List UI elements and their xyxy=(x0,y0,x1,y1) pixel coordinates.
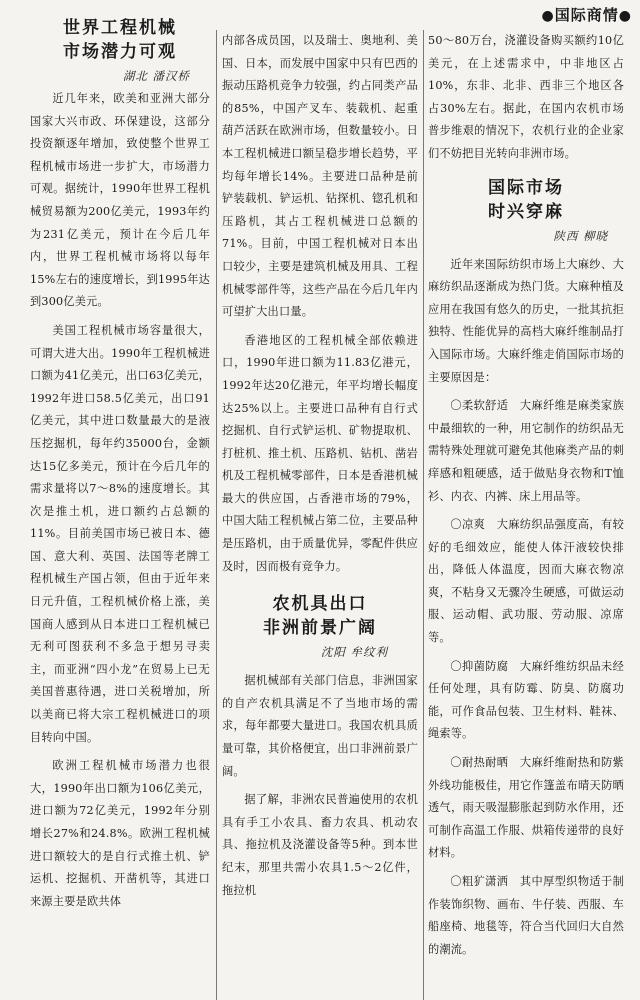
article-3-title-line1: 国际市场 xyxy=(488,177,564,198)
column-divider xyxy=(423,30,424,1000)
column-2 xyxy=(222,30,418,996)
column-3 xyxy=(428,30,624,996)
article-1-paragraph: 欧洲工程机械市场潜力也很大，1990年出口额为106亿美元，进口额为72亿美元，1992年分别增长27%和24.8%。欧洲工程机械进口额较大的是自行式推土机、铲运机、挖掘机、开凿机等，其进口来源主要是欧共体 xyxy=(30,759,210,908)
article-2-title-line2: 非洲前景广阔 xyxy=(263,618,377,639)
article-1-title-line1: 世界工程机械 xyxy=(63,18,177,38)
article-1-paragraph: 美国工程机械市场容量很大，可谓大进大出。1990年工程机械进口额为41亿美元，出口63亿美元，1992年进口58.5亿美元，出口91亿美元，其中进口数量最大的是液压挖掘机，每年约35000台，金额达15亿多美元，预计在今后几年的需求量将以7～8%的速度增长。其次是推土机，进口额约占总额的11%。目前美国市场已被日本、德国、意大利、英国、法国等老牌工程机械生产国占领，但由于近年来日元升值，工程机械价格上涨，美国商人感到从日本进口工程机械已无利可图获利不多急于想另寻卖主，而亚洲“四小龙”在贸易上已无美国普惠待遇，进口关税增加，所以美商已将大宗工程机械进口的项目转向中国。 xyxy=(30,323,210,744)
article-1-body xyxy=(30,88,210,913)
article-3-paragraph: 〇耐热耐晒 大麻纤维耐热和防紫外线功能极佳，用它作篷盖布晴天防晒透气，雨天吸湿膨胀起到防水作用，还可制作高温工作服、烘箱传递带的良好材料。 xyxy=(428,756,624,860)
article-3-paragraph: 〇凉爽 大麻纺织品强度高，有较好的毛细效应，能使人体汗液较快排出，降低人体温度，因而大麻衣物凉爽，不粘身又无骤冷生硬感，可做运动服、运动帽、武功服、劳动服、凉席等。 xyxy=(428,518,624,645)
bullet-dot-icon: ● xyxy=(618,8,632,24)
article-1-paragraph: 近几年来，欧美和亚洲大部分国家大兴市政、环保建设，这部分投资额逐年增加，致使整个世界工程机械市场进一步扩大，市场潜力可观。据统计，1990年世界工程机械贸易额为200亿美元，1993年约为231亿美元，预计在今后几年内，世界工程机械市场将以每年15%左右的速度增长，到1995年达到300亿美元。 xyxy=(30,92,211,309)
article-2-paragraph: 据了解，非洲农民普遍使用的农机具有手工小农具、畜力农具、机动农具、拖拉机及浇灌设备等5种。到本世纪末，那里共需小农具1.5～2亿件，拖拉机 xyxy=(222,793,418,897)
column-divider xyxy=(216,30,217,1000)
article-3-title-line2: 时兴穿麻 xyxy=(488,201,564,222)
article-1-title-block xyxy=(30,16,210,94)
article-3-paragraph: 〇柔软舒适 大麻纤维是麻类家族中最细软的一种，用它制作的纺织品无需特殊处理就可避免其他麻类产品的刺痒感和粗硬感，适于做贴身衣物和T恤衫、内衣、内裤、床上用品等。 xyxy=(428,399,624,503)
article-1-paragraph: 香港地区的工程机械全部依赖进口，1990年进口额为11.83亿港元，1992年达20亿港元，年平均增长幅度达25%以上。主要进口品种有自行式挖掘机、自行式铲运机、矿物提取机、打桩机、推土机、压路机、钻机、凿岩机及工程机械零部件，日本是香港机械最大的供应国，占香港市场的79%，中国大陆工程机械占第二位，主要品种是压路机，由于质量优异，零配件供应及时，因而极有竞争力。 xyxy=(222,333,418,573)
article-2-title-line1: 农机具出口 xyxy=(272,594,368,615)
article-3-author: 陕西 柳晓 xyxy=(553,228,608,243)
article-3-paragraph: 〇抑菌防腐 大麻纤维纺织品未经任何处理，具有防霉、防臭、防腐功能，可作食品包装、卫生材料、鞋袜、绳索等。 xyxy=(428,659,624,741)
article-2-author: 沈阳 牟纹利 xyxy=(320,645,388,660)
section-header-label: 国际商情 xyxy=(554,6,619,24)
article-2-title-block xyxy=(222,592,418,662)
section-header xyxy=(542,4,632,25)
article-3-paragraph: 近年来国际纺织市场上大麻纱、大麻纺织品逐渐成为热门货。大麻种植及应用在我国有悠久的历史，一批其抗拒独特、性能优异的高档大麻纤维制品打入国际市场。大麻纤维走俏国际市场的主要原因是： xyxy=(428,257,624,384)
article-1-title-line2: 市场潜力可观 xyxy=(63,42,177,62)
bullet-dot-icon: ● xyxy=(541,8,555,24)
article-2-continuation: 50～80万台，浇灌设备购买额约10亿美元，在上述需求中，中非地区占10%，东非、北非、西非三个地区各占30%左右。据此，在国内农机市场普步维艰的情况下，农机行业的企业家们不妨把目光转向非洲市场。 xyxy=(428,34,624,160)
article-3-paragraph: 〇粗犷潇洒 其中厚型织物适于制作装饰织物、画布、牛仔装、西服、车船座椅、地毯等，符合当代回归大自然的潮流。 xyxy=(428,875,624,956)
column-1 xyxy=(30,18,211,996)
article-3-title-block xyxy=(428,176,624,246)
article-1-author: 湖北 潘汉桥 xyxy=(122,69,190,83)
article-1-continuation: 内部各成员国，以及瑞士、奥地利、美国、日本，而发展中国家中只有巴西的振动压路机竞争力较强，约占同类产品的85%，中国产叉车、装载机、起重葫芦活跃在欧洲市场，但数量较小。日本工程机械进口额呈稳步增长趋势，平均每年增长14%。主要进口品种是前铲装载机、铲运机、钻探机、锪孔机和压路机，其占工程机械进口总额的71%。目前，中国工程机械对日本出口较少，主要是建筑机械及用具、工程机械零部件等，这些产品在今后几年内可望扩大出口量。 xyxy=(222,34,418,319)
article-2-paragraph: 据机械部有关部门信息，非洲国家的自产农机具满足不了当地市场的需求，每年都要大量进口。我国农机具质量可靠，其价格便宜，出口非洲前景广阔。 xyxy=(222,674,418,778)
